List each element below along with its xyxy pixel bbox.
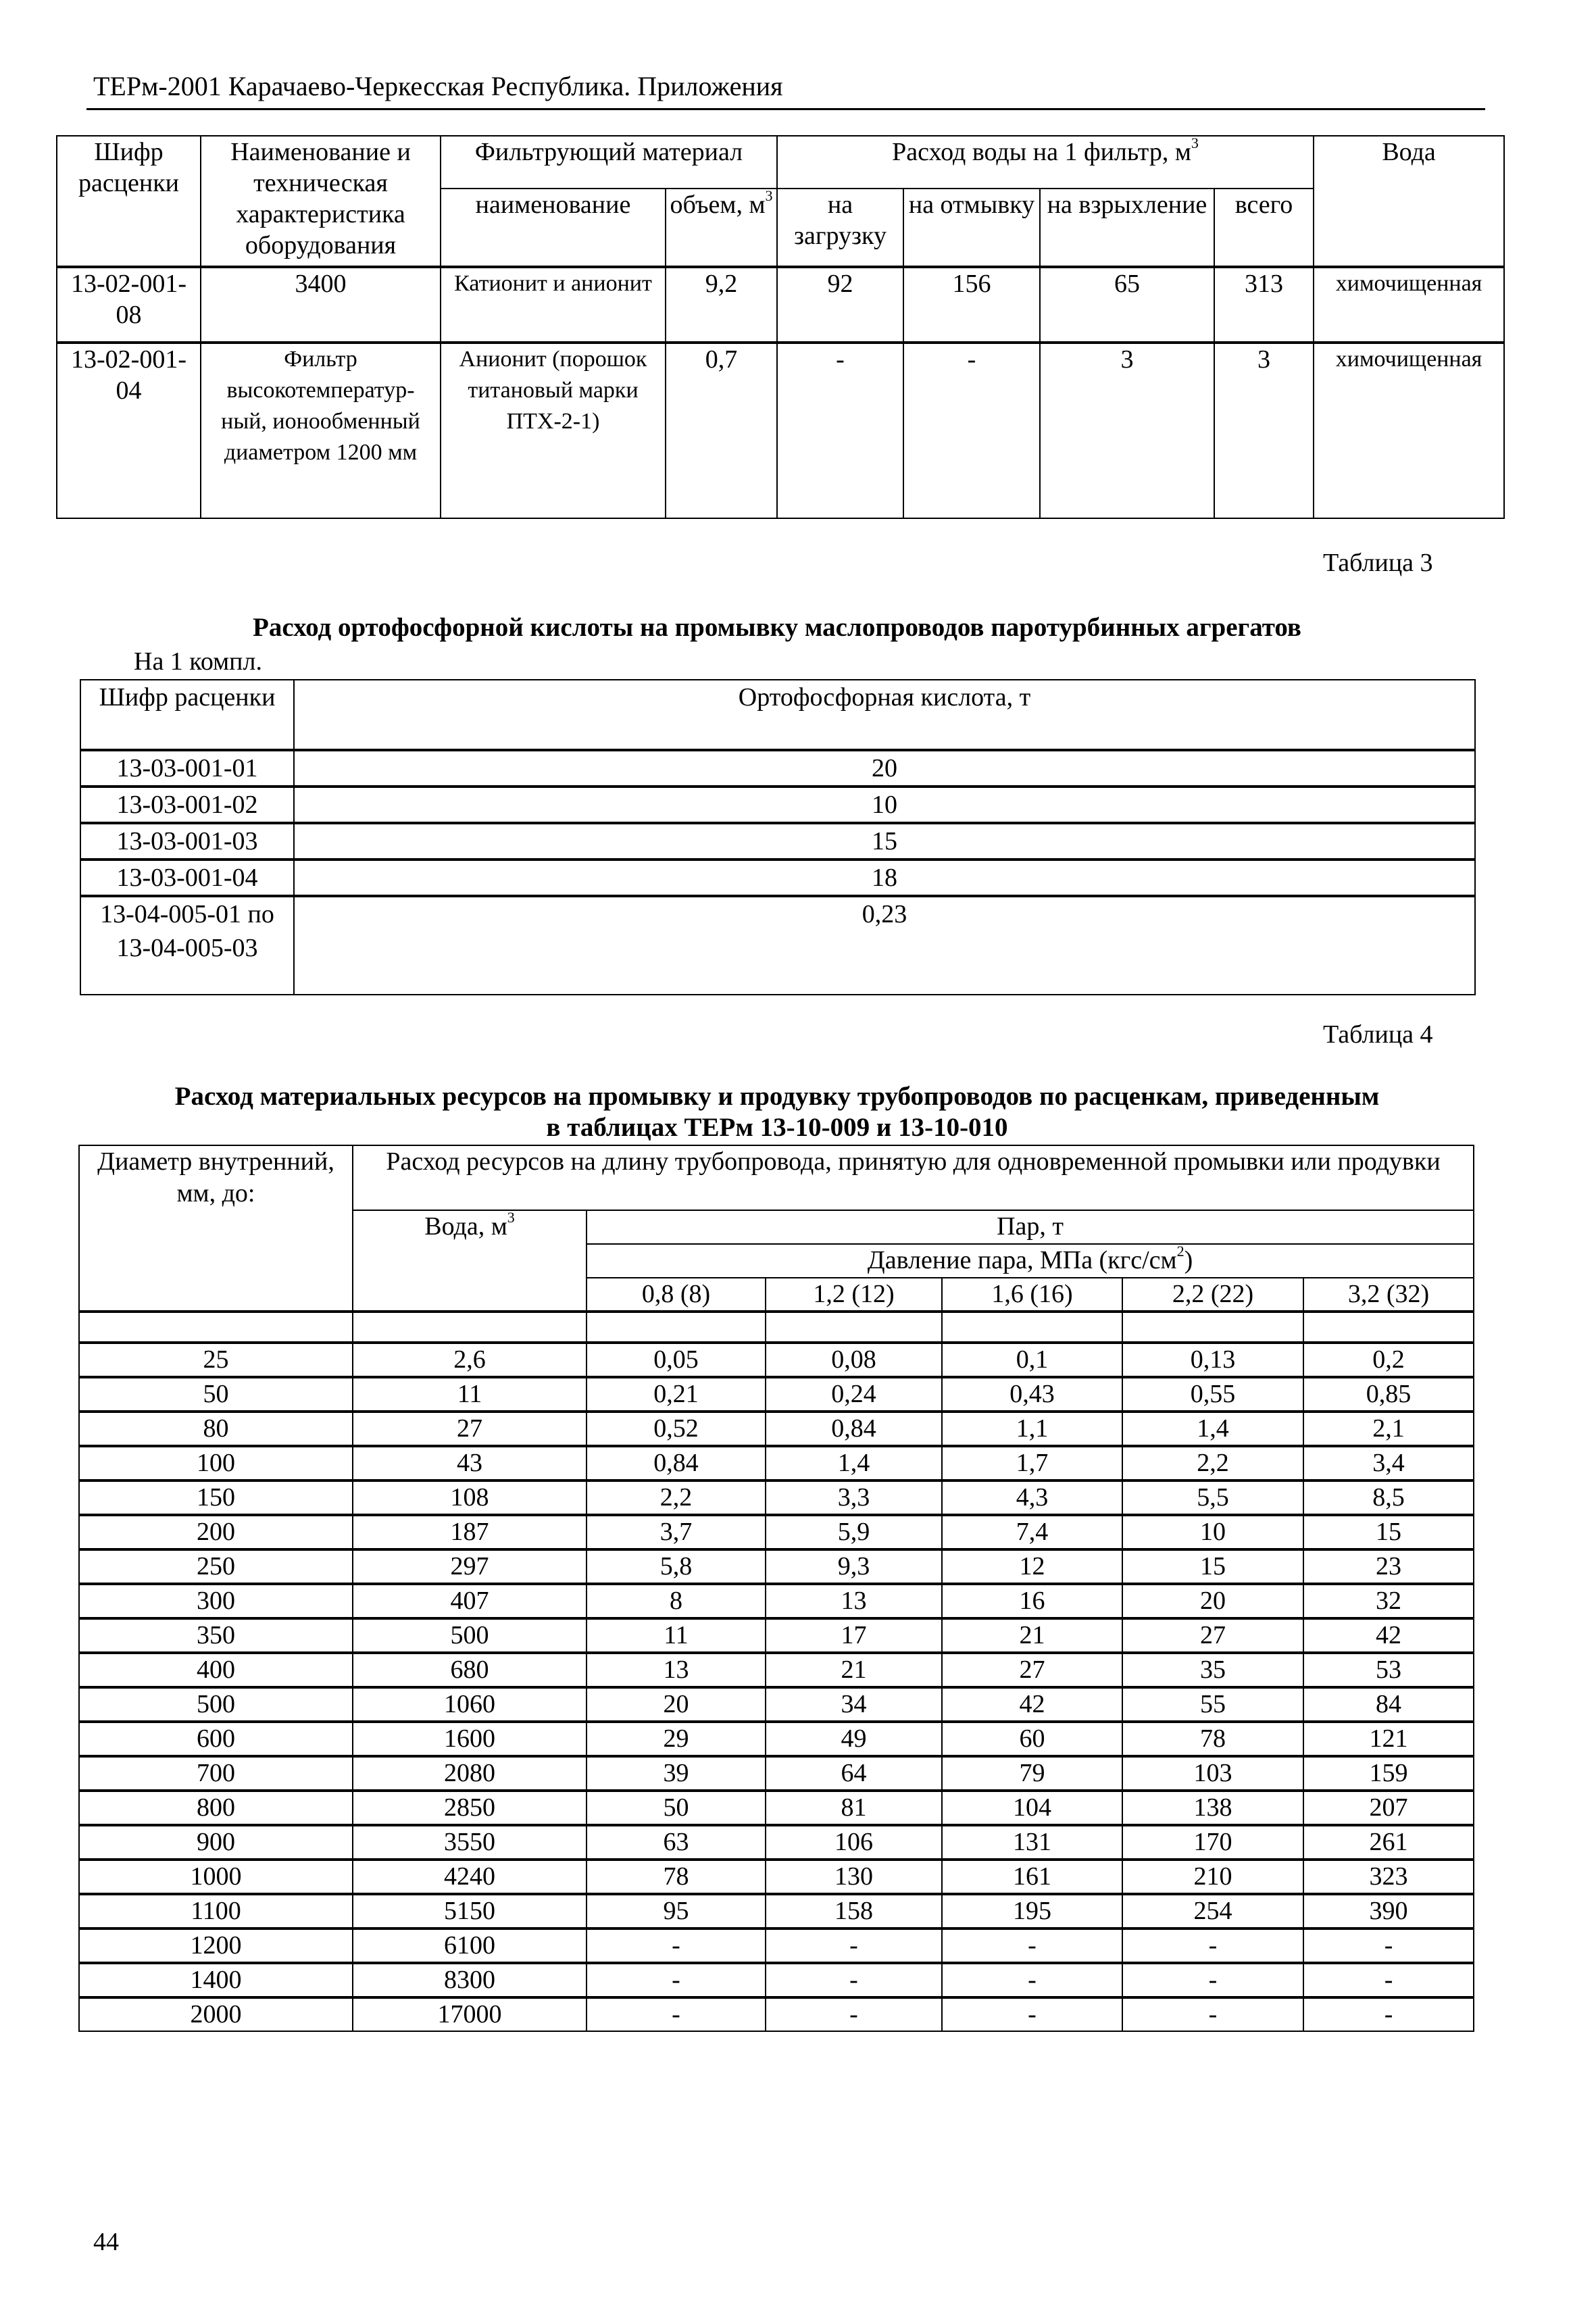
cell-steam-0-8: 50: [587, 1791, 766, 1825]
cell-value: 15: [294, 823, 1475, 860]
cell-water: 43: [353, 1446, 587, 1480]
table4-title-line2: в таблицах ТЕРм 13-10-009 и 13-10-010: [546, 1113, 1008, 1142]
col-header-code: Шифр расценки: [80, 680, 294, 750]
cell-steam-2-2: 2,2: [1122, 1446, 1303, 1480]
col-header-consumption: Расход ресурсов на длину трубопровода, принятую для одновременной промывки или продувки: [353, 1145, 1474, 1210]
cell-water: 4240: [353, 1860, 587, 1894]
cell-diameter: 80: [79, 1412, 353, 1446]
cell-loosen: 65: [1040, 267, 1214, 343]
cell-steam-2-2: 170: [1122, 1825, 1303, 1860]
cell-steam-1-2: 49: [766, 1722, 942, 1756]
cell-diameter: 400: [79, 1653, 353, 1687]
table-row: [79, 1722, 1474, 1756]
cell-steam-1-2: 5,9: [766, 1515, 942, 1549]
cell-steam-1-2: -: [766, 1963, 942, 1997]
cell-water: химочищенная: [1314, 267, 1504, 343]
cell-steam-1-6: 7,4: [942, 1515, 1122, 1549]
cell-steam-3-2: 323: [1303, 1860, 1474, 1894]
cell-steam-3-2: 32: [1303, 1584, 1474, 1618]
cell-steam-3-2: 261: [1303, 1825, 1474, 1860]
cell-steam-2-2: -: [1122, 1928, 1303, 1963]
cell-steam-0-8: -: [587, 1928, 766, 1963]
cell-name: Фильтр высокотемператур-ный, ионообменный диаметром 1200 мм: [201, 343, 441, 518]
cell-steam-1-6: -: [942, 1997, 1122, 2031]
cell-value: 10: [294, 787, 1475, 823]
cell-value: 18: [294, 860, 1475, 896]
col-header-pressure-1: 1,2 (12): [766, 1278, 942, 1312]
cell-steam-3-2: 207: [1303, 1791, 1474, 1825]
cell-steam-1-6: 4,3: [942, 1480, 1122, 1515]
cell-steam-3-2: 2,1: [1303, 1412, 1474, 1446]
cell-steam-0-8: 63: [587, 1825, 766, 1860]
cell-steam-1-6: 0,43: [942, 1377, 1122, 1412]
cell-steam-3-2: 3,4: [1303, 1446, 1474, 1480]
phosphoric-acid-table: [80, 679, 1476, 995]
cell-steam-1-2: 81: [766, 1791, 942, 1825]
cell-code: 13-04-005-01 по 13-04-005-03: [80, 896, 294, 995]
cell-steam-3-2: 390: [1303, 1894, 1474, 1928]
cell-steam-2-2: 78: [1122, 1722, 1303, 1756]
cell-steam-3-2: -: [1303, 1997, 1474, 2031]
cell-steam-2-2: 0,13: [1122, 1343, 1303, 1377]
header-rule: [86, 108, 1485, 110]
cell-steam-2-2: -: [1122, 1963, 1303, 1997]
table-row: [80, 860, 1475, 896]
cell-steam-3-2: 53: [1303, 1653, 1474, 1687]
cell-steam-2-2: 254: [1122, 1894, 1303, 1928]
col-header-load: на загрузку: [777, 189, 903, 267]
cell-water: 187: [353, 1515, 587, 1549]
table-row: [80, 896, 1475, 995]
cell-diameter: 150: [79, 1480, 353, 1515]
cell-steam-1-6: -: [942, 1928, 1122, 1963]
table3-title: Расход ортофосфорной кислоты на промывку маслопроводов паротурбинных агрегатов: [253, 613, 1301, 642]
col-header-water-per-filter: Расход воды на 1 фильтр, $м^3$: [777, 136, 1314, 189]
cell-steam-2-2: -: [1122, 1997, 1303, 2031]
running-title: ТЕРм-2001 Карачаево-Черкесская Республика. Приложения: [93, 71, 783, 101]
cell-diameter: 100: [79, 1446, 353, 1480]
cell-diameter: 1400: [79, 1963, 353, 1997]
table-row: [79, 1549, 1474, 1584]
cell-code: 13-03-001-03: [80, 823, 294, 860]
page-number: 44: [93, 2228, 119, 2256]
col-header-steam: Пар, т: [587, 1210, 1474, 1244]
cell-code: 13-02-001-04: [57, 343, 201, 518]
cell-volume: 0,7: [666, 343, 777, 518]
cell-total: 3: [1214, 343, 1314, 518]
cell-water: 500: [353, 1618, 587, 1653]
cell-steam-1-6: 1,7: [942, 1446, 1122, 1480]
cell-diameter: 500: [79, 1687, 353, 1722]
cell-steam-1-2: 13: [766, 1584, 942, 1618]
col-header-code: Шифр расценки: [57, 136, 201, 267]
table3-label: Таблица 3: [1323, 549, 1433, 577]
cell-steam-1-2: 106: [766, 1825, 942, 1860]
table-row: [79, 1653, 1474, 1687]
cell-material: Катионит и анионит: [441, 267, 666, 343]
cell-steam-2-2: 5,5: [1122, 1480, 1303, 1515]
table-row: [79, 1687, 1474, 1722]
cell-water: 5150: [353, 1894, 587, 1928]
table-row: [80, 787, 1475, 823]
table3-unit-note: На 1 компл.: [134, 647, 262, 676]
cell-steam-1-2: 130: [766, 1860, 942, 1894]
cell-water: 17000: [353, 1997, 587, 2031]
table-row: [57, 267, 1504, 343]
cell-diameter: 300: [79, 1584, 353, 1618]
cell-steam-0-8: -: [587, 1997, 766, 2031]
cell-code: 13-03-001-01: [80, 750, 294, 787]
cell-value: 0,23: [294, 896, 1475, 995]
cell-water: 8300: [353, 1963, 587, 1997]
cell-diameter: 250: [79, 1549, 353, 1584]
table4-title-line1: Расход материальных ресурсов на промывку и продувку трубопроводов по расценкам, приведенным: [174, 1082, 1380, 1111]
cell-steam-0-8: 0,52: [587, 1412, 766, 1446]
cell-steam-2-2: 27: [1122, 1618, 1303, 1653]
table4-label: Таблица 4: [1323, 1020, 1433, 1049]
cell-load: -: [777, 343, 903, 518]
cell-code: 13-02-001-08: [57, 267, 201, 343]
cell-steam-2-2: 210: [1122, 1860, 1303, 1894]
cell-load: 92: [777, 267, 903, 343]
table-row: [79, 1756, 1474, 1791]
cell-steam-2-2: 103: [1122, 1756, 1303, 1791]
col-header-diameter: Диаметр внутренний, мм, до:: [79, 1145, 353, 1312]
table-row: [80, 823, 1475, 860]
cell-steam-0-8: 39: [587, 1756, 766, 1791]
cell-steam-0-8: 29: [587, 1722, 766, 1756]
cell-steam-1-2: 9,3: [766, 1549, 942, 1584]
cell-steam-1-2: 34: [766, 1687, 942, 1722]
cell-volume: 9,2: [666, 267, 777, 343]
cell-water: 11: [353, 1377, 587, 1412]
cell-wash: 156: [903, 267, 1040, 343]
col-header-loosen: на взрыхление: [1040, 189, 1214, 267]
cell-steam-1-2: 17: [766, 1618, 942, 1653]
cell-steam-2-2: 138: [1122, 1791, 1303, 1825]
cell-diameter: 200: [79, 1515, 353, 1549]
col-header-total: всего: [1214, 189, 1314, 267]
cell-steam-3-2: 8,5: [1303, 1480, 1474, 1515]
col-header-water: Вода, $м^3$: [353, 1210, 587, 1312]
cell-value: 20: [294, 750, 1475, 787]
cell-steam-1-6: 131: [942, 1825, 1122, 1860]
cell-steam-3-2: 159: [1303, 1756, 1474, 1791]
cell-steam-1-6: 0,1: [942, 1343, 1122, 1377]
cell-steam-1-2: 0,08: [766, 1343, 942, 1377]
cell-steam-1-6: 60: [942, 1722, 1122, 1756]
cell-total: 313: [1214, 267, 1314, 343]
table-row: [80, 750, 1475, 787]
col-header-wash: на отмывку: [903, 189, 1040, 267]
cell-steam-2-2: 10: [1122, 1515, 1303, 1549]
cell-steam-3-2: 42: [1303, 1618, 1474, 1653]
table-row: [79, 1515, 1474, 1549]
table-row: [79, 1825, 1474, 1860]
cell-steam-1-6: 1,1: [942, 1412, 1122, 1446]
blank-row: [79, 1312, 1474, 1343]
cell-steam-1-6: -: [942, 1963, 1122, 1997]
cell-diameter: 2000: [79, 1997, 353, 2031]
cell-name: 3400: [201, 267, 441, 343]
cell-steam-1-2: 158: [766, 1894, 942, 1928]
cell-wash: -: [903, 343, 1040, 518]
cell-steam-2-2: 35: [1122, 1653, 1303, 1687]
cell-steam-3-2: 0,2: [1303, 1343, 1474, 1377]
table-row: [79, 1584, 1474, 1618]
cell-steam-1-6: 16: [942, 1584, 1122, 1618]
cell-diameter: 900: [79, 1825, 353, 1860]
cell-water: 108: [353, 1480, 587, 1515]
col-header-name: Наименование и техническая характеристика оборудования: [201, 136, 441, 267]
cell-steam-0-8: 2,2: [587, 1480, 766, 1515]
cell-steam-2-2: 0,55: [1122, 1377, 1303, 1412]
col-header-pressure-2: 1,6 (16): [942, 1278, 1122, 1312]
cell-steam-1-6: 195: [942, 1894, 1122, 1928]
cell-diameter: 700: [79, 1756, 353, 1791]
col-header-material-name: наименование: [441, 189, 666, 267]
cell-steam-1-2: 1,4: [766, 1446, 942, 1480]
cell-diameter: 1000: [79, 1860, 353, 1894]
cell-steam-0-8: 20: [587, 1687, 766, 1722]
cell-diameter: 1100: [79, 1894, 353, 1928]
table-row: [79, 1860, 1474, 1894]
table-row: [79, 1412, 1474, 1446]
cell-steam-0-8: 95: [587, 1894, 766, 1928]
cell-steam-0-8: 5,8: [587, 1549, 766, 1584]
cell-code: 13-03-001-04: [80, 860, 294, 896]
cell-water: химочищенная: [1314, 343, 1504, 518]
cell-water: 2080: [353, 1756, 587, 1791]
cell-steam-0-8: 11: [587, 1618, 766, 1653]
table-row: [79, 1377, 1474, 1412]
table-row: [79, 1618, 1474, 1653]
table-row: [79, 1963, 1474, 1997]
table-row: [79, 1928, 1474, 1963]
cell-steam-2-2: 20: [1122, 1584, 1303, 1618]
col-header-material-volume: объем, $м^3$: [666, 189, 777, 267]
cell-steam-1-2: -: [766, 1997, 942, 2031]
cell-diameter: 1200: [79, 1928, 353, 1963]
cell-steam-0-8: 13: [587, 1653, 766, 1687]
table-row: [79, 1446, 1474, 1480]
cell-water: 407: [353, 1584, 587, 1618]
cell-steam-3-2: 0,85: [1303, 1377, 1474, 1412]
cell-steam-1-2: 21: [766, 1653, 942, 1687]
cell-steam-3-2: -: [1303, 1963, 1474, 1997]
cell-water: 6100: [353, 1928, 587, 1963]
table-row: [79, 1480, 1474, 1515]
cell-steam-1-2: 64: [766, 1756, 942, 1791]
cell-code: 13-03-001-02: [80, 787, 294, 823]
cell-loosen: 3: [1040, 343, 1214, 518]
table-row: [79, 1343, 1474, 1377]
cell-steam-1-2: 0,84: [766, 1412, 942, 1446]
cell-steam-1-6: 42: [942, 1687, 1122, 1722]
cell-steam-2-2: 1,4: [1122, 1412, 1303, 1446]
cell-steam-1-6: 27: [942, 1653, 1122, 1687]
cell-steam-2-2: 15: [1122, 1549, 1303, 1584]
cell-water: 297: [353, 1549, 587, 1584]
cell-steam-0-8: 8: [587, 1584, 766, 1618]
cell-water: 2,6: [353, 1343, 587, 1377]
col-header-pressure-4: 3,2 (32): [1303, 1278, 1474, 1312]
filter-water-table: [56, 135, 1505, 519]
cell-diameter: 800: [79, 1791, 353, 1825]
cell-water: 1060: [353, 1687, 587, 1722]
cell-steam-1-6: 12: [942, 1549, 1122, 1584]
col-header-pressure-3: 2,2 (22): [1122, 1278, 1303, 1312]
cell-water: 680: [353, 1653, 587, 1687]
cell-steam-0-8: 3,7: [587, 1515, 766, 1549]
cell-steam-1-2: -: [766, 1928, 942, 1963]
cell-steam-3-2: -: [1303, 1928, 1474, 1963]
cell-diameter: 50: [79, 1377, 353, 1412]
col-header-pressure-0: 0,8 (8): [587, 1278, 766, 1312]
cell-water: 27: [353, 1412, 587, 1446]
cell-water: 1600: [353, 1722, 587, 1756]
cell-water: 3550: [353, 1825, 587, 1860]
cell-material: Анионит (порошок титановый марки ПТХ-2-1): [441, 343, 666, 518]
col-header-water: Вода: [1314, 136, 1504, 267]
cell-water: 2850: [353, 1791, 587, 1825]
cell-steam-0-8: -: [587, 1963, 766, 1997]
cell-steam-3-2: 23: [1303, 1549, 1474, 1584]
pipeline-flushing-table: [78, 1145, 1474, 2032]
cell-steam-1-6: 79: [942, 1756, 1122, 1791]
cell-steam-3-2: 121: [1303, 1722, 1474, 1756]
cell-steam-3-2: 84: [1303, 1687, 1474, 1722]
cell-diameter: 25: [79, 1343, 353, 1377]
cell-steam-1-2: 0,24: [766, 1377, 942, 1412]
cell-steam-1-6: 104: [942, 1791, 1122, 1825]
table-row: [79, 1894, 1474, 1928]
cell-diameter: 350: [79, 1618, 353, 1653]
table-row: [79, 1791, 1474, 1825]
col-header-filter-material: Фильтрующий материал: [441, 136, 777, 189]
cell-steam-1-6: 161: [942, 1860, 1122, 1894]
cell-steam-0-8: 0,05: [587, 1343, 766, 1377]
cell-steam-1-2: 3,3: [766, 1480, 942, 1515]
cell-steam-0-8: 78: [587, 1860, 766, 1894]
cell-steam-0-8: 0,84: [587, 1446, 766, 1480]
cell-steam-0-8: 0,21: [587, 1377, 766, 1412]
cell-steam-1-6: 21: [942, 1618, 1122, 1653]
cell-diameter: 600: [79, 1722, 353, 1756]
col-header-acid: Ортофосфорная кислота, т: [294, 680, 1475, 750]
cell-steam-3-2: 15: [1303, 1515, 1474, 1549]
col-header-pressure: Давление пара, МПа $(кгс/см^2)$: [587, 1244, 1474, 1278]
table-row: [57, 343, 1504, 518]
cell-steam-2-2: 55: [1122, 1687, 1303, 1722]
table-row: [79, 1997, 1474, 2031]
